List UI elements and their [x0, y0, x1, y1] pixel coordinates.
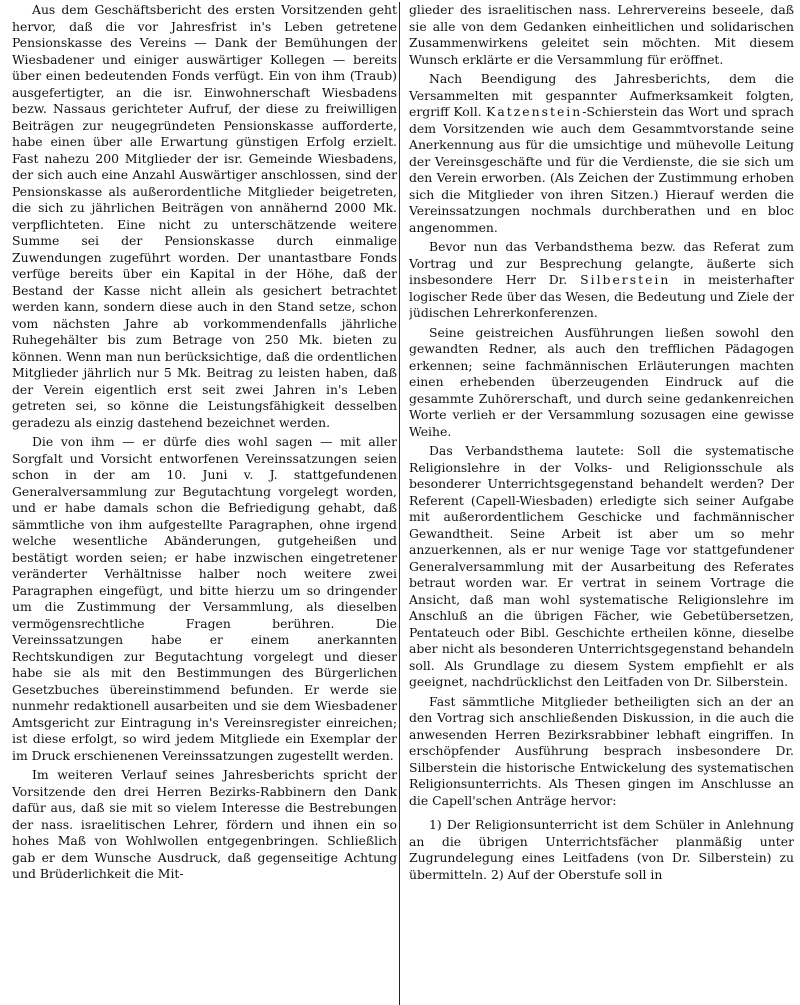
paragraph-katzenstein: [409, 71, 794, 236]
right-column: [409, 2, 794, 1005]
paragraph-association-topic: Das Verbandsthema lautete: Soll die systematische Religionslehre in der Volks- und Religionsschule als besonderer Unterrichtsgegenstand behandelt werden? Der Referent (Capell-Wiesbaden) erledigte sich seiner Aufgabe mit außerordentlichem Geschicke und fachmännischer Gewandtheit. Seine Arbeit ist aber um so mehr anzuerkennen, als er nur wenige Tage vor stattgefundener Generalversammlung mit der Ausarbeitung des Referates betraut worden war. Er vertrat in seinem Vortrage die Ansicht, daß man wohl systematische Religionslehre im Anschluß an die übrigen Fächer, wie Gebetübersetzen, Pentateuch oder Bibl. Geschichte ertheilen könne, dieselbe aber nicht als besonderen Unterrichtsgegenstand behandeln soll. Als Grundlage zu diesem System empfiehlt er als geeignet, nachdrücklichst den Leitfaden von Dr. Silberstein.: [409, 443, 794, 689]
text-segment: -Schierstein das Wort und sprach dem Vorsitzenden wie auch dem Gesammtvorstande seine Anerkennung aus für die umsichtige und mühevolle Leitung der Vereinsgeschäfte und für die Verdienste, die sie sich um den Verein erworben. (Als Zeichen der Zustimmung erhoben sich die Mitglieder von ihren Sitzen.) Hierauf werden die Vereinssatzungen nochmals durchberathen und en bloc angenommen.: [409, 104, 794, 235]
paragraph-thesis-list: 1) Der Religionsunterricht ist dem Schüler in Anlehnung an die übrigen Unterrichtsfächer planmäßig unter Zugrundelegung eines Leitfadens (von Dr. Silberstein) zu übermitteln. 2) Auf der Oberstufe soll in: [409, 817, 794, 882]
paragraph-statutes: Die von ihm — er dürfe dies wohl sagen — mit aller Sorgfalt und Vorsicht entworfenen Vereinssatzungen seien schon in der am 10. Juni v. J. stattgefundenen Generalversammlung zur Begutachtung vorgelegt worden, und er habe damals schon die Befriedigung gehabt, daß sämmtliche von ihm aufgestellte Paragraphen, ohne irgend welche wesentliche Abänderungen, gutgeheißen und bestätigt worden seien; er habe inzwischen eingetretener veränderter Verhältnisse halber noch weitere zwei Paragraphen eingefügt, und bitte hierzu um so dringender um die Zustimmung der Versammlung, als dieselben vermögensrechtliche Fragen berühren. Die Vereinssatzungen habe er einem anerkannten Rechtskundigen zur Begutachtung vorgelegt und dieser habe sie als mit den Bestimmungen des Bürgerlichen Gesetzbuches übereinstimmend befunden. Er werde sie nunmehr redaktionell ausarbeiten und sie dem Wiesbadener Amtsgericht zur Eintragung in's Vereinsregister einreichen; ist diese erfolgt, so wird jedem Mitgliede ein Exemplar der im Druck erschienenen Vereinssatzungen zugestellt werden.: [12, 434, 397, 763]
paragraph-continuation: glieder des israelitischen nass. Lehrervereins beseele, daß sie alle von dem Gedanken einheitlichen und solidarischen Zusammenwirkens geleitet sein möchten. Mit diesem Wunsch erklärte er die Versammlung für eröffnet.: [409, 2, 794, 67]
paragraph-silberstein-speech: [409, 239, 794, 322]
paragraph-speaker-praise: Seine geistreichen Ausführungen ließen sowohl den gewandten Redner, als auch den trefflichen Pädagogen erkennen; seine fachmännischen Erläuterungen machten einen erhebenden überzeugenden Eindruck auf die gesammte Zuhörerschaft, und durch seine gedankenreichen Worte verlieh er der Versammlung sozusagen eine gewisse Weihe.: [409, 324, 794, 439]
paragraph-discussion: Fast sämmtliche Mitglieder betheiligten sich an der an den Vortrag sich anschließenden Diskussion, in die auch die anwesenden Herren Bezirksrabbiner lebhaft eingriffen. In erschöpfender Ausführung besprach insbesondere Dr. Silberstein die historische Entwickelung des systematischen Religionsunterrichts. Als Thesen gingen im Anschlusse an die Capell'schen Anträge hervor:: [409, 693, 794, 808]
person-name-silberstein: Silberstein: [580, 272, 671, 287]
text-segment: in meisterhafter logischer Rede über das Wesen, die Bedeutung und Ziele der jüdischen Lehrerkonferenzen.: [409, 272, 794, 320]
paragraph-pension-fund: Aus dem Geschäftsbericht des ersten Vorsitzenden geht hervor, daß die vor Jahresfrist in's Leben getretene Pensionskasse des Vereins — Dank der Bemühungen der Wiesbadener und einiger auswärtiger Kollegen — bereits über einen bedeutenden Fonds verfügt. Ein von ihm (Traub) ausgefertigter, an die isr. Einwohnerschaft Wiesbadens bezw. Nassaus gerichteter Aufruf, der diese zu freiwilligen Beiträgen zur neugegründeten Pensionskasse aufforderte, habe einen über alle Erwartung günstigen Erfolg erzielt. Fast nahezu 200 Mitglieder der isr. Gemeinde Wiesbadens, der sich auch eine Anzahl Auswärtiger anschlossen, sind der Pensionskasse als außerordentliche Mitglieder beigetreten, die sich zu jährlichen Beiträgen von annähernd 2000 Mk. verpflichteten. Eine nicht zu unterschätzende weitere Summe sei der Pensionskasse durch einmalige Zuwendungen zugeführt worden. Der unantastbare Fonds verfüge bereits über ein Kapital in der Höhe, daß der Bestand der Kasse nicht allein als gesichert betrachtet werden kann, sondern diese auch in den Stand setze, schon vom nächsten Jahre ab vorkommendenfalls jährliche Ruhegehälter bis zum Betrage von 250 Mk. bieten zu können. Wenn man nun berücksichtige, daß die ordentlichen Mitglieder jährlich nur 5 Mk. Beitrag zu leisten haben, daß der Verein eigentlich erst seit zwei Jahren in's Leben getreten sei, so könne die Leistungsfähigkeit desselben geradezu als einzig dastehend bezeichnet werden.: [12, 2, 397, 430]
left-column: [12, 2, 397, 1005]
paragraph-thanks-rabbis: Im weiteren Verlauf seines Jahresberichts spricht der Vorsitzende den drei Herren Bezirks-Rabbinern den Dank dafür aus, daß sie mit so vielem Interesse die Bestrebungen der nass. israelitischen Lehrer, fördern und ihnen ein so hohes Maß von Wohlwollen entgegenbringen. Schließlich gab er dem Wunsche Ausdruck, daß gegenseitige Achtung und Brüderlichkeit die Mit-: [12, 767, 397, 881]
column-divider: [399, 2, 400, 1005]
person-name-katzenstein: Katzenstein: [486, 104, 583, 119]
text-segment: Nach Beendigung des Jahresberichts, dem die Versammelten mit gespannter Aufmerksamkeit folgten, ergriff Koll.: [409, 71, 794, 119]
text-segment: Bevor nun das Verbandsthema bezw. das Referat zum Vortrag und zur Besprechung gelangte, äußerte sich insbesondere Herr Dr.: [409, 239, 794, 287]
